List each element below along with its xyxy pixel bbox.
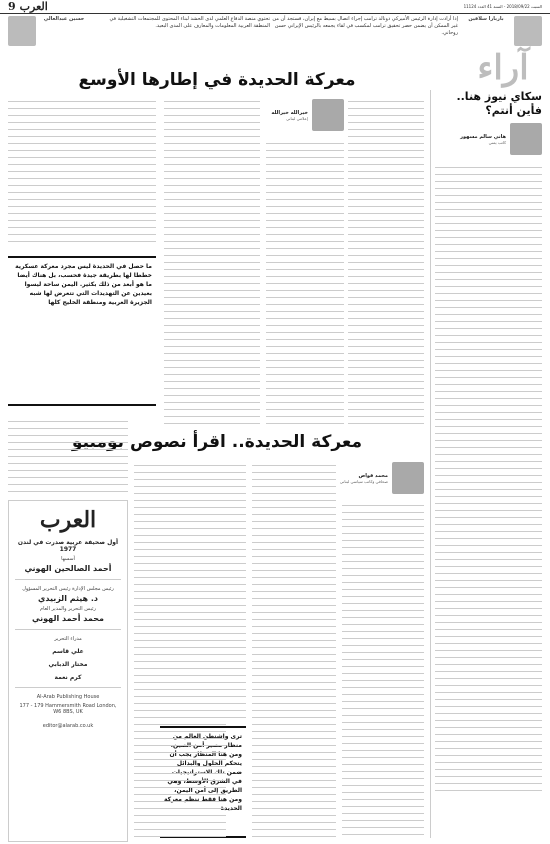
strip-photo-right — [514, 16, 542, 46]
publisher-address: 177 - 179 Hammersmith Road London, W6 8BS, UK — [19, 703, 117, 715]
chair-name: د. هيثم الزبيدي — [37, 594, 98, 603]
second-author-role: صحافي وكاتب سياسي لبناني — [339, 478, 388, 484]
main-article-col-2 — [266, 138, 344, 426]
avatar — [392, 462, 424, 494]
main-article-col-1 — [348, 96, 424, 426]
strip-text-left: تحتوي منصة الدفاع العلمي لدى الحشد لبناء المحتوى للمجتمعات التشغيلية في المنطقة العربية المعلومات والمعارف على المدى البعيد. — [109, 16, 270, 29]
divider — [15, 579, 121, 580]
strip-name-left: حسين عبدالعالي — [43, 16, 85, 22]
avatar — [510, 123, 542, 155]
founder-name: أحمد الصالحين الهوني — [24, 564, 112, 573]
founder-label: أسسها — [61, 556, 75, 562]
divider — [15, 687, 121, 688]
masthead — [8, 500, 128, 842]
column-article-title: سكاي نيوز هنا.. فأين أنتم؟ — [456, 90, 542, 117]
main-author-name: خيرالله خيرالله — [271, 109, 308, 116]
strip-photo-left — [8, 16, 36, 46]
editors-label: مدراء التحرير — [54, 636, 82, 642]
publisher-name: Al-Arab Publishing House — [36, 694, 100, 700]
section-logo: آراء — [477, 48, 529, 88]
pull-quote: ما حصل في الحديدة ليس مجرد معركة عسكرية خططا لها بطريقة جيدة فحسب، بل هناك أيضا ما هو أبعد من ذلك بكثير. اليمن ساحة ليسوا بعيدين عن التهديدات التي تتعرض لها شبه الجزيرة العربية ومنطقة الخليج كلها — [8, 256, 156, 406]
top-strip-right — [272, 16, 542, 52]
masthead-logo: العرب — [39, 507, 97, 533]
top-bar — [0, 0, 550, 14]
divider — [15, 629, 121, 630]
second-headline: معركة الحديدة.. اقرأ نصوص بومبيو — [71, 432, 363, 452]
column-author-role: كاتب يمني — [488, 139, 506, 145]
editor-name: علي قاسم — [52, 648, 84, 655]
gm-label: رئيس التحرير والمدير العام — [40, 606, 96, 612]
second-article-col-1 — [342, 500, 424, 838]
brand-logo — [8, 0, 48, 13]
editor-email[interactable]: editor@alarab.co.uk — [42, 723, 94, 729]
masthead-tagline: أول صحيفة عربية صدرت في لندن 1977 — [17, 539, 119, 553]
second-article-col-4 — [134, 460, 226, 838]
chair-label: رئيس مجلس الإدارة رئيس التحرير المسؤول — [22, 586, 114, 592]
pull-quote-2: ترى واشنطن العالم من منظار مصير أمن الصين، ومن هنا المنظار يجب أن يتحكم الحلول والبدائل ضمن تلك الاستراتيجيات في الشرق الأوسط، وهي الطريق إلى أمن اليمن، ومن هنا فقط ننظم معركة الحديدة — [160, 726, 246, 838]
main-headline: معركة الحديدة في إطارها الأوسع — [78, 70, 356, 90]
column-article-body — [435, 162, 542, 791]
gm-name: محمد أحمد الهوني — [32, 614, 104, 623]
second-author-name: محمد قواص — [358, 472, 388, 479]
second-article-col-2 — [252, 460, 336, 838]
strip-name-right: باربارا سلافين — [468, 16, 504, 22]
page-number: 9 — [8, 0, 16, 13]
editor-name: كرم نعمة — [54, 674, 82, 681]
issue-line: السبت 2018/09/22 - السنة 41 العدد 11124 — [463, 4, 542, 9]
editor-name: مختار الدبابي — [48, 661, 88, 668]
strip-text-right: إذا أرادت إدارة الرئيس الأميركي دونالد ترامب إجراء اتصال بسيط مع إيران، فستجد أن من غير الممكن أن يضمن حصر تحقيق ترامب لمكسب في لقاء يجمعه بالرئيس الإيراني حسن روحاني. — [272, 16, 458, 36]
main-article-col-4 — [8, 96, 156, 246]
main-author-role: إعلامي لبناني — [286, 115, 308, 121]
column-author — [435, 122, 542, 156]
avatar — [312, 99, 344, 131]
column-article — [430, 90, 542, 838]
column-author-name: هاني سالم مسهور — [460, 133, 506, 140]
second-article-col-5 — [8, 416, 128, 494]
brand-name: العرب — [19, 0, 48, 13]
top-strip-left — [8, 16, 270, 52]
main-article-col-3 — [164, 96, 260, 426]
